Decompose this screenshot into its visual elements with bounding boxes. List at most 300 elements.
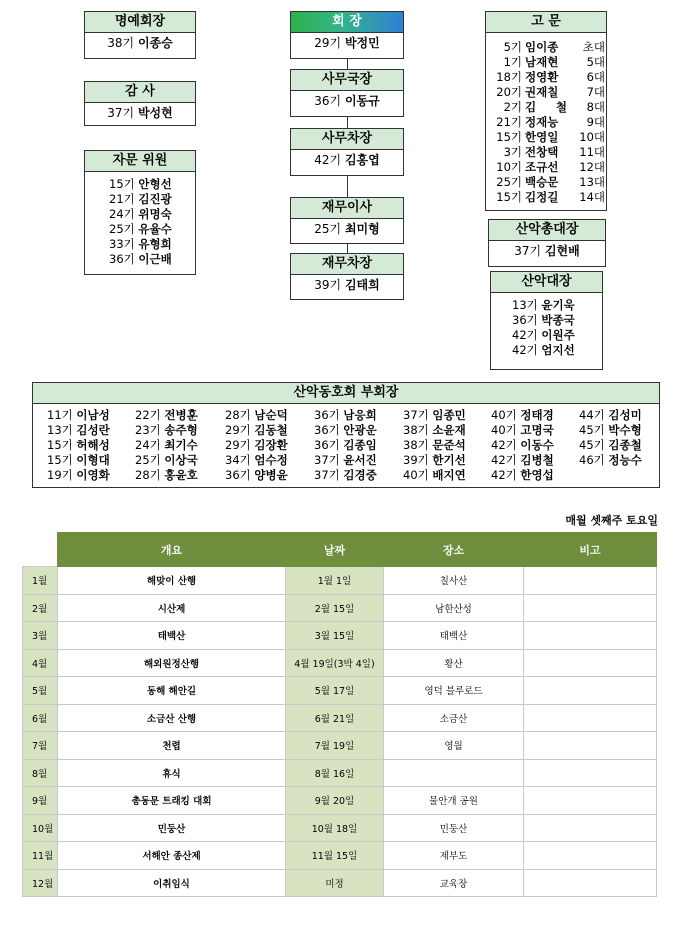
member-name: 소윤재 xyxy=(432,423,466,437)
header-date: 날짜 xyxy=(286,533,384,567)
vice-president-entry xyxy=(579,423,642,438)
connector-line xyxy=(347,117,348,128)
member-gen: 2기 xyxy=(503,100,522,114)
header-blank xyxy=(23,533,58,567)
cell-remarks xyxy=(524,677,657,705)
honorary-name: 이종승 xyxy=(137,36,173,50)
vice-president-entry xyxy=(579,453,642,468)
secretary-general-name: 이동규 xyxy=(344,94,380,108)
mountaineering-captains-title: 산악대장 xyxy=(491,272,602,293)
member-name: 김동철 xyxy=(254,423,288,437)
member-gen: 44기 xyxy=(579,408,605,422)
consultant-row xyxy=(109,222,195,237)
cell-place: 태백산 xyxy=(384,622,524,650)
cell-month: 7월 xyxy=(23,732,58,760)
vice-president-entry xyxy=(314,408,377,423)
cell-remarks xyxy=(524,787,657,815)
auditor-title: 감 사 xyxy=(85,82,195,103)
consultant-row xyxy=(109,252,195,267)
cell-event: 민둥산 xyxy=(58,814,286,842)
member-name: 김 철 xyxy=(525,100,567,114)
cell-place: 영월 xyxy=(384,732,524,760)
advisors-box xyxy=(485,11,607,211)
cell-place xyxy=(384,759,524,787)
member-gen: 37기 xyxy=(314,468,340,482)
cell-remarks xyxy=(524,567,657,595)
member-name: 조규선 xyxy=(525,160,559,174)
cell-place: 물안개 공원 xyxy=(384,787,524,815)
cell-date: 3월 15일 xyxy=(286,622,384,650)
consultant-row xyxy=(109,177,195,192)
captain-row xyxy=(512,313,602,328)
vice-president-entry xyxy=(491,453,554,468)
member-name: 정재능 xyxy=(525,115,559,129)
auditor-gen: 37기 xyxy=(107,106,135,120)
cell-date: 5월 17일 xyxy=(286,677,384,705)
cell-month: 8월 xyxy=(23,759,58,787)
member-name: 임이종 xyxy=(525,40,559,54)
member-gen: 42기 xyxy=(491,438,517,452)
header-remarks: 비고 xyxy=(524,533,657,567)
member-gen: 25기 xyxy=(135,453,161,467)
advisor-row xyxy=(487,100,606,115)
cell-remarks xyxy=(524,622,657,650)
connector-line xyxy=(347,176,348,197)
auditor-name: 박성현 xyxy=(137,106,173,120)
captain-row xyxy=(512,298,602,313)
consultants-list xyxy=(85,172,195,267)
president-name: 박정민 xyxy=(344,36,380,50)
member-order: 11대 xyxy=(579,145,605,159)
advisor-row xyxy=(487,115,606,130)
member-order: 10대 xyxy=(579,130,605,144)
member-name: 박종국 xyxy=(541,313,575,327)
vice-president-entry xyxy=(47,408,110,423)
cell-event: 휴식 xyxy=(58,759,286,787)
member-name: 허해성 xyxy=(76,438,110,452)
consultant-row xyxy=(109,237,195,252)
member-gen: 40기 xyxy=(403,468,429,482)
member-name: 권재칠 xyxy=(525,85,559,99)
member-gen: 36기 xyxy=(225,468,251,482)
member-name: 김장환 xyxy=(254,438,288,452)
cell-month: 6월 xyxy=(23,704,58,732)
cell-place: 교육장 xyxy=(384,869,524,897)
member-gen: 36기 xyxy=(314,423,340,437)
deputy-secretary-gen: 42기 xyxy=(314,153,342,167)
cell-place: 황산 xyxy=(384,649,524,677)
schedule-header-row xyxy=(23,533,657,567)
member-name: 이남성 xyxy=(76,408,110,422)
consultant-row xyxy=(109,192,195,207)
vice-president-entry xyxy=(135,423,198,438)
vice-president-entry xyxy=(47,423,110,438)
member-gen: 21기 xyxy=(496,115,522,129)
cell-date: 9월 20일 xyxy=(286,787,384,815)
connector-line xyxy=(347,244,348,253)
cell-event: 이취임식 xyxy=(58,869,286,897)
cell-date: 미정 xyxy=(286,869,384,897)
vice-president-entry xyxy=(47,453,110,468)
mountaineering-captains-box xyxy=(490,271,603,370)
member-name: 박수형 xyxy=(608,423,642,437)
member-name: 김진광 xyxy=(138,192,172,206)
schedule-row xyxy=(23,704,657,732)
secretary-general-box xyxy=(290,69,404,117)
member-gen: 15기 xyxy=(496,190,522,204)
cell-place: 소금산 xyxy=(384,704,524,732)
member-name: 엄수정 xyxy=(254,453,288,467)
cell-remarks xyxy=(524,594,657,622)
member-name: 최기수 xyxy=(164,438,198,452)
member-gen: 34기 xyxy=(225,453,251,467)
member-name: 백승문 xyxy=(525,175,559,189)
cell-month: 12월 xyxy=(23,869,58,897)
cell-place: 민둥산 xyxy=(384,814,524,842)
schedule-note: 매월 셋째주 토요일 xyxy=(565,514,658,527)
advisor-row xyxy=(487,85,606,100)
cell-remarks xyxy=(524,869,657,897)
member-name: 김정길 xyxy=(525,190,559,204)
member-name: 한영섭 xyxy=(520,468,554,482)
member-gen: 23기 xyxy=(135,423,161,437)
mountaineering-chief-title: 산악총대장 xyxy=(489,220,605,241)
member-gen: 33기 xyxy=(109,237,135,251)
member-order: 6대 xyxy=(586,70,605,84)
member-name: 정영환 xyxy=(525,70,559,84)
member-gen: 37기 xyxy=(314,453,340,467)
honorary-gen: 38기 xyxy=(107,36,135,50)
member-gen: 11기 xyxy=(47,408,73,422)
advisor-row xyxy=(487,145,606,160)
schedule-row xyxy=(23,759,657,787)
member-order: 5대 xyxy=(586,55,605,69)
finance-director-box xyxy=(290,197,404,244)
cell-event: 동해 해안길 xyxy=(58,677,286,705)
vice-president-entry xyxy=(491,423,554,438)
advisor-row xyxy=(487,70,606,85)
member-gen: 36기 xyxy=(314,438,340,452)
member-gen: 45기 xyxy=(579,438,605,452)
vice-president-entry xyxy=(135,453,198,468)
cell-month: 11월 xyxy=(23,842,58,870)
member-gen: 28기 xyxy=(135,468,161,482)
vice-president-entry xyxy=(403,468,466,483)
vice-president-entry xyxy=(403,408,466,423)
cell-remarks xyxy=(524,704,657,732)
deputy-finance-box xyxy=(290,253,404,300)
schedule-row xyxy=(23,814,657,842)
cell-date: 10월 18일 xyxy=(286,814,384,842)
vice-president-entry xyxy=(579,408,642,423)
member-name: 김병철 xyxy=(520,453,554,467)
member-order: 8대 xyxy=(586,100,605,114)
consultant-row xyxy=(109,207,195,222)
cell-event: 소금산 산행 xyxy=(58,704,286,732)
member-name: 정능수 xyxy=(608,453,642,467)
member-gen: 36기 xyxy=(314,408,340,422)
member-gen: 29기 xyxy=(225,423,251,437)
vice-president-entry xyxy=(403,438,466,453)
vice-president-entry xyxy=(314,468,377,483)
member-name: 한영일 xyxy=(525,130,559,144)
schedule-row xyxy=(23,622,657,650)
deputy-secretary-name: 김홍엽 xyxy=(344,153,380,167)
member-name: 남순덕 xyxy=(254,408,288,422)
honorary-box xyxy=(84,11,196,59)
vice-president-entry xyxy=(135,468,198,483)
president-box xyxy=(290,11,404,59)
cell-date: 4월 19일(3박 4일) xyxy=(286,649,384,677)
member-gen: 42기 xyxy=(491,453,517,467)
cell-remarks xyxy=(524,759,657,787)
member-gen: 37기 xyxy=(403,408,429,422)
advisor-row xyxy=(487,130,606,145)
cell-date: 8월 16일 xyxy=(286,759,384,787)
consultants-title: 자문 위원 xyxy=(85,151,195,172)
member-name: 윤서진 xyxy=(343,453,377,467)
member-name: 임종민 xyxy=(432,408,466,422)
member-name: 김성미 xyxy=(608,408,642,422)
member-name: 송주형 xyxy=(164,423,198,437)
header-place: 장소 xyxy=(384,533,524,567)
cell-event: 천렵 xyxy=(58,732,286,760)
cell-remarks xyxy=(524,732,657,760)
vice-presidents-title: 산악동호회 부회장 xyxy=(33,383,659,404)
cell-event: 시산제 xyxy=(58,594,286,622)
president-gen: 29기 xyxy=(314,36,342,50)
cell-month: 10월 xyxy=(23,814,58,842)
vice-president-entry xyxy=(314,438,377,453)
cell-place: 남한산성 xyxy=(384,594,524,622)
member-gen: 45기 xyxy=(579,423,605,437)
member-name: 고명국 xyxy=(520,423,554,437)
member-gen: 40기 xyxy=(491,423,517,437)
vice-president-entry xyxy=(47,438,110,453)
member-gen: 36기 xyxy=(512,313,538,327)
cell-month: 4월 xyxy=(23,649,58,677)
vice-president-entry xyxy=(225,453,288,468)
cell-month: 3월 xyxy=(23,622,58,650)
cell-date: 6월 21일 xyxy=(286,704,384,732)
cell-date: 1월 1일 xyxy=(286,567,384,595)
member-name: 김종철 xyxy=(608,438,642,452)
captain-row xyxy=(512,328,602,343)
mountaineering-chief-gen: 37기 xyxy=(514,244,542,258)
member-gen: 5기 xyxy=(503,40,522,54)
member-name: 배지연 xyxy=(432,468,466,482)
schedule-row xyxy=(23,649,657,677)
schedule-row xyxy=(23,677,657,705)
vice-president-entry xyxy=(491,438,554,453)
cell-place: 제부도 xyxy=(384,842,524,870)
member-gen: 39기 xyxy=(403,453,429,467)
honorary-title: 명예회장 xyxy=(85,12,195,33)
schedule-row xyxy=(23,842,657,870)
cell-event: 태백산 xyxy=(58,622,286,650)
member-gen: 25기 xyxy=(496,175,522,189)
member-name: 홍윤호 xyxy=(164,468,198,482)
cell-event: 해맞이 산행 xyxy=(58,567,286,595)
schedule-row xyxy=(23,594,657,622)
member-name: 이영화 xyxy=(76,468,110,482)
member-gen: 42기 xyxy=(512,328,538,342)
member-gen: 40기 xyxy=(491,408,517,422)
member-name: 안형선 xyxy=(138,177,172,191)
member-order: 12대 xyxy=(579,160,605,174)
captain-row xyxy=(512,343,602,358)
vice-president-entry xyxy=(135,408,198,423)
deputy-secretary-box xyxy=(290,128,404,176)
deputy-finance-name: 김태희 xyxy=(344,278,380,292)
member-name: 김경중 xyxy=(343,468,377,482)
cell-month: 5월 xyxy=(23,677,58,705)
header-overview: 개요 xyxy=(58,533,286,567)
member-name: 유율수 xyxy=(138,222,172,236)
member-gen: 38기 xyxy=(403,423,429,437)
member-gen: 22기 xyxy=(135,408,161,422)
schedule-row xyxy=(23,732,657,760)
consultants-box xyxy=(84,150,196,275)
member-name: 위명숙 xyxy=(138,207,172,221)
member-name: 엄지선 xyxy=(541,343,575,357)
member-gen: 28기 xyxy=(225,408,251,422)
member-gen: 42기 xyxy=(512,343,538,357)
member-gen: 15기 xyxy=(496,130,522,144)
member-order: 9대 xyxy=(586,115,605,129)
vice-president-entry xyxy=(225,423,288,438)
secretary-general-title: 사무국장 xyxy=(291,70,403,91)
cell-remarks xyxy=(524,842,657,870)
member-name: 남재현 xyxy=(525,55,559,69)
member-order: 7대 xyxy=(586,85,605,99)
mountaineering-chief-name: 김현배 xyxy=(544,244,580,258)
finance-director-name: 최미형 xyxy=(344,222,380,236)
vice-president-entry xyxy=(225,468,288,483)
member-name: 남응희 xyxy=(343,408,377,422)
connector-line xyxy=(347,59,348,69)
member-name: 김종임 xyxy=(343,438,377,452)
schedule-row xyxy=(23,787,657,815)
vice-president-entry xyxy=(579,438,642,453)
cell-month: 9월 xyxy=(23,787,58,815)
member-name: 전창택 xyxy=(525,145,559,159)
cell-event: 서해안 종산제 xyxy=(58,842,286,870)
president-title: 회 장 xyxy=(291,12,403,33)
member-gen: 3기 xyxy=(503,145,522,159)
cell-month: 2월 xyxy=(23,594,58,622)
member-name: 전병훈 xyxy=(164,408,198,422)
advisor-row xyxy=(487,175,606,190)
cell-place: 칠사산 xyxy=(384,567,524,595)
cell-event: 총동문 트래킹 대회 xyxy=(58,787,286,815)
cell-remarks xyxy=(524,814,657,842)
member-gen: 36기 xyxy=(109,252,135,266)
member-gen: 21기 xyxy=(109,192,135,206)
member-name: 이원주 xyxy=(541,328,575,342)
member-gen: 15기 xyxy=(109,177,135,191)
member-name: 한기선 xyxy=(432,453,466,467)
schedule-table xyxy=(22,532,657,897)
advisor-row xyxy=(487,55,606,70)
member-gen: 42기 xyxy=(491,468,517,482)
member-gen: 25기 xyxy=(109,222,135,236)
vice-president-entry xyxy=(135,438,198,453)
vice-president-entry xyxy=(225,408,288,423)
member-name: 윤기욱 xyxy=(541,298,575,312)
advisors-title: 고 문 xyxy=(486,12,606,33)
vice-president-entry xyxy=(403,453,466,468)
finance-director-title: 재무이사 xyxy=(291,198,403,219)
member-gen: 15기 xyxy=(47,453,73,467)
member-order: 초대 xyxy=(582,40,605,54)
vice-president-entry xyxy=(403,423,466,438)
deputy-secretary-title: 사무차장 xyxy=(291,129,403,150)
deputy-finance-title: 재무차장 xyxy=(291,254,403,275)
vice-president-entry xyxy=(314,453,377,468)
member-order: 14대 xyxy=(579,190,605,204)
captains-list xyxy=(491,293,602,358)
cell-month: 1월 xyxy=(23,567,58,595)
member-gen: 15기 xyxy=(47,438,73,452)
member-name: 이근배 xyxy=(138,252,172,266)
member-name: 이동수 xyxy=(520,438,554,452)
member-gen: 13기 xyxy=(47,423,73,437)
member-gen: 13기 xyxy=(512,298,538,312)
member-gen: 20기 xyxy=(496,85,522,99)
advisor-row xyxy=(487,160,606,175)
advisors-list xyxy=(486,33,606,205)
member-gen: 29기 xyxy=(225,438,251,452)
cell-remarks xyxy=(524,649,657,677)
schedule-row xyxy=(23,869,657,897)
member-name: 안광운 xyxy=(343,423,377,437)
vice-president-entry xyxy=(314,423,377,438)
vice-presidents-box xyxy=(32,382,660,488)
vice-president-entry xyxy=(491,408,554,423)
secretary-general-gen: 36기 xyxy=(314,94,342,108)
cell-date: 7월 19일 xyxy=(286,732,384,760)
member-gen: 38기 xyxy=(403,438,429,452)
member-name: 김성란 xyxy=(76,423,110,437)
member-gen: 24기 xyxy=(135,438,161,452)
cell-date: 2월 15일 xyxy=(286,594,384,622)
cell-event: 해외원정산행 xyxy=(58,649,286,677)
vice-president-entry xyxy=(47,468,110,483)
advisor-row xyxy=(487,190,606,205)
cell-date: 11월 15일 xyxy=(286,842,384,870)
deputy-finance-gen: 39기 xyxy=(314,278,342,292)
auditor-box xyxy=(84,81,196,126)
member-name: 문준석 xyxy=(432,438,466,452)
vice-president-entry xyxy=(225,438,288,453)
member-name: 유형희 xyxy=(138,237,172,251)
member-name: 정태경 xyxy=(520,408,554,422)
finance-director-gen: 25기 xyxy=(314,222,342,236)
advisor-row xyxy=(487,40,606,55)
mountaineering-chief-box xyxy=(488,219,606,267)
member-gen: 19기 xyxy=(47,468,73,482)
vice-president-entry xyxy=(491,468,554,483)
member-gen: 46기 xyxy=(579,453,605,467)
member-name: 양병윤 xyxy=(254,468,288,482)
member-gen: 10기 xyxy=(496,160,522,174)
member-order: 13대 xyxy=(579,175,605,189)
member-name: 이형대 xyxy=(76,453,110,467)
member-gen: 24기 xyxy=(109,207,135,221)
member-name: 이상국 xyxy=(164,453,198,467)
schedule-row xyxy=(23,567,657,595)
